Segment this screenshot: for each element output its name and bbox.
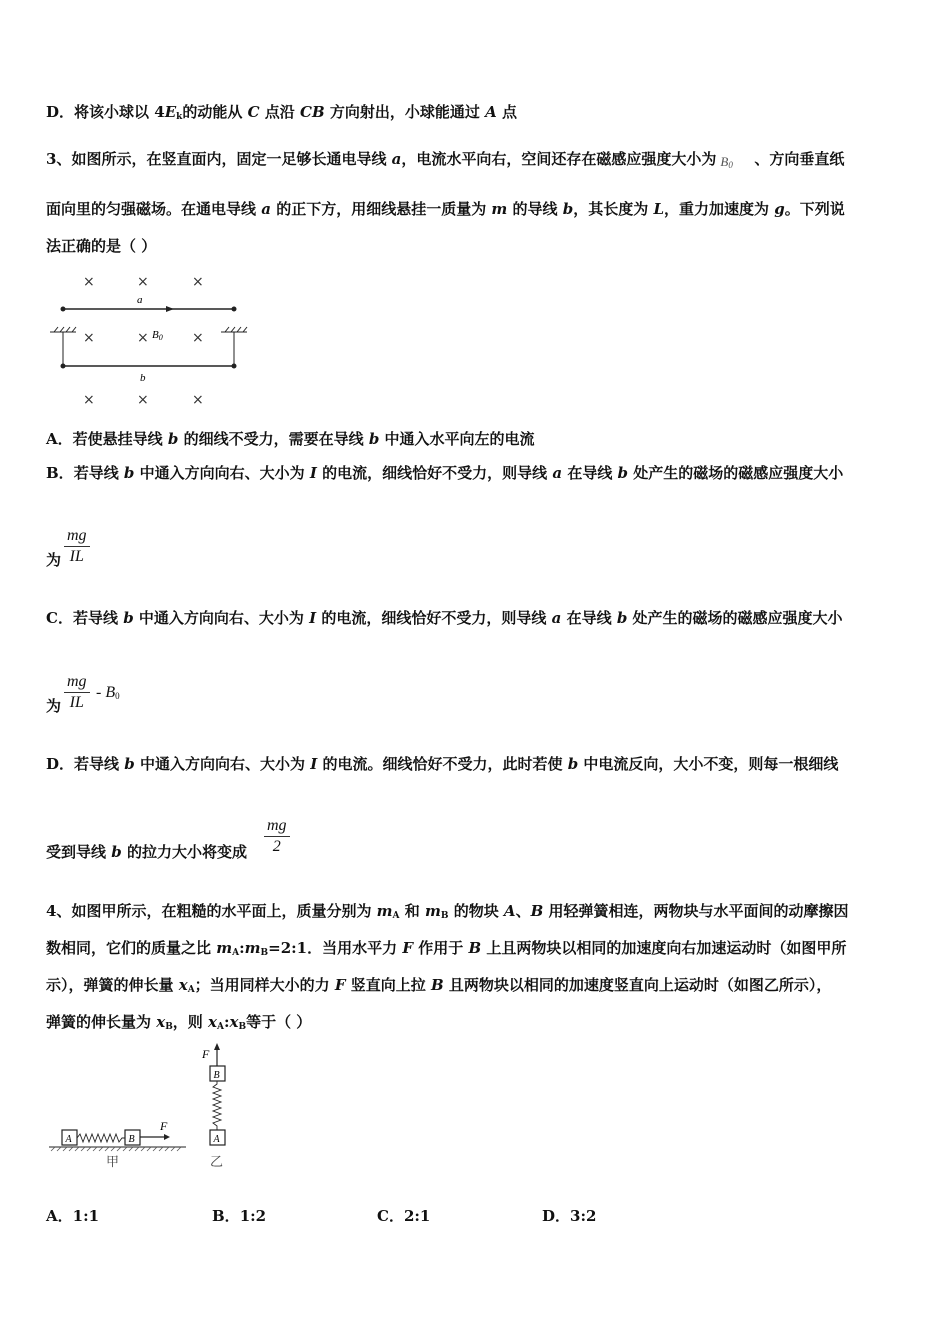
q4-option-c[interactable]: C．2:1	[377, 1207, 431, 1225]
q3-option-b-wei: 为	[46, 551, 62, 569]
q4-line1: 4、如图甲所示，在粗糙的水平面上，质量分别为 $m_A$ 和 $m_B$ 的物块 A、B 用轻弹簧相连，两物块与水平面间的动摩擦因	[46, 902, 849, 921]
q3-figure	[46, 270, 256, 410]
q4-figure	[46, 1042, 246, 1174]
arrow-up-icon	[214, 1043, 220, 1050]
q3-option-c-wei: 为	[46, 697, 62, 715]
svg-text:A: A	[65, 1134, 72, 1145]
b-field-mark: ×	[192, 274, 204, 290]
arrow-right-icon	[164, 1134, 170, 1140]
q3-option-d-fraction: $\frac{mg}{2}$	[264, 816, 290, 857]
q4-line4: 弹簧的伸长量为 $x_B$，则 $x_A:x_B$等于（ ）	[46, 1013, 312, 1032]
q4-line2: 数相同，它们的质量之比 $m_A:m_B=2:1$．当用水平力 F 作用于 B 上且两物块以相同的加速度向右加速运动时（如图甲所	[46, 939, 847, 958]
q3-option-b-fraction: $\frac{mg}{IL}$	[64, 526, 90, 567]
b0-label: B0	[152, 329, 163, 342]
spring-vertical	[213, 1081, 221, 1130]
q3-line2: 面向里的匀强磁场。在通电导线 a 的正下方，用细线悬挂一质量为 m 的导线 b，其长度为 L，重力加速度为 g。下列说	[46, 200, 845, 218]
q3-option-c[interactable]: C．若导线 b 中通入方向向右、大小为 I 的电流，细线恰好不受力，则导线 a 在导线 b 处产生的磁场的磁感应强度大小	[46, 609, 843, 627]
q4-option-b[interactable]: B．1:2	[212, 1207, 267, 1225]
b-field-mark: ×	[83, 330, 95, 346]
q3-option-d[interactable]: D．若导线 b 中通入方向向右、大小为 I 的电流。细线恰好不受力，此时若使 b 中电流反向，大小不变，则每一根细线	[46, 755, 839, 773]
label-yi: 乙	[210, 1155, 224, 1170]
q3-line3: 法正确的是（ ）	[46, 237, 157, 255]
b-field-mark: ×	[192, 330, 204, 346]
wire-a-label: a	[137, 294, 143, 306]
svg-text:B: B	[128, 1134, 135, 1145]
b-field-mark: ×	[137, 392, 149, 408]
q3-line1: 3、如图所示，在竖直面内，固定一足够长通电导线 a，电流水平向右，空间还存在磁感应强度大小为 $B_0$ 、方向垂直纸	[46, 150, 845, 170]
label-jia: 甲	[106, 1155, 120, 1170]
spring-horizontal	[77, 1134, 125, 1142]
svg-text:B: B	[213, 1070, 220, 1081]
b-field-mark: ×	[137, 274, 149, 290]
b-field-mark: ×	[83, 392, 95, 408]
q3-option-d-line2: 受到导线 b 的拉力大小将变成	[46, 843, 247, 861]
svg-text:A: A	[213, 1134, 220, 1145]
b-field-mark: ×	[192, 392, 204, 408]
q3-option-c-tail: - $B_0$	[96, 684, 120, 701]
wire-b-label: b	[140, 372, 146, 384]
svg-text:F: F	[202, 1047, 210, 1061]
svg-text:F: F	[160, 1119, 168, 1133]
q3-option-c-fraction: $\frac{mg}{IL}$	[64, 672, 90, 713]
b-field-mark: ×	[137, 330, 149, 346]
b-field-mark: ×	[83, 274, 95, 290]
q4-option-d[interactable]: D．3:2	[542, 1207, 597, 1225]
current-arrow-icon	[166, 306, 174, 312]
q3-option-b[interactable]: B．若导线 b 中通入方向向右、大小为 I 的电流，细线恰好不受力，则导线 a 在导线 b 处产生的磁场的磁感应强度大小	[46, 464, 844, 482]
prev-option-d: D．将该小球以 $4E_k$的动能从 C 点沿 CB 方向射出，小球能通过 A 点	[46, 103, 517, 122]
q4-option-a[interactable]: A．1:1	[46, 1207, 100, 1225]
q4-line3: 示），弹簧的伸长量 $x_A$；当用同样大小的力 F 竖直向上拉 B 且两物块以相同的加速度竖直向上运动时（如图乙所示），	[46, 976, 832, 995]
q3-option-a[interactable]: A．若使悬挂导线 b 的细线不受力，需要在导线 b 中通入水平向左的电流	[46, 430, 535, 448]
